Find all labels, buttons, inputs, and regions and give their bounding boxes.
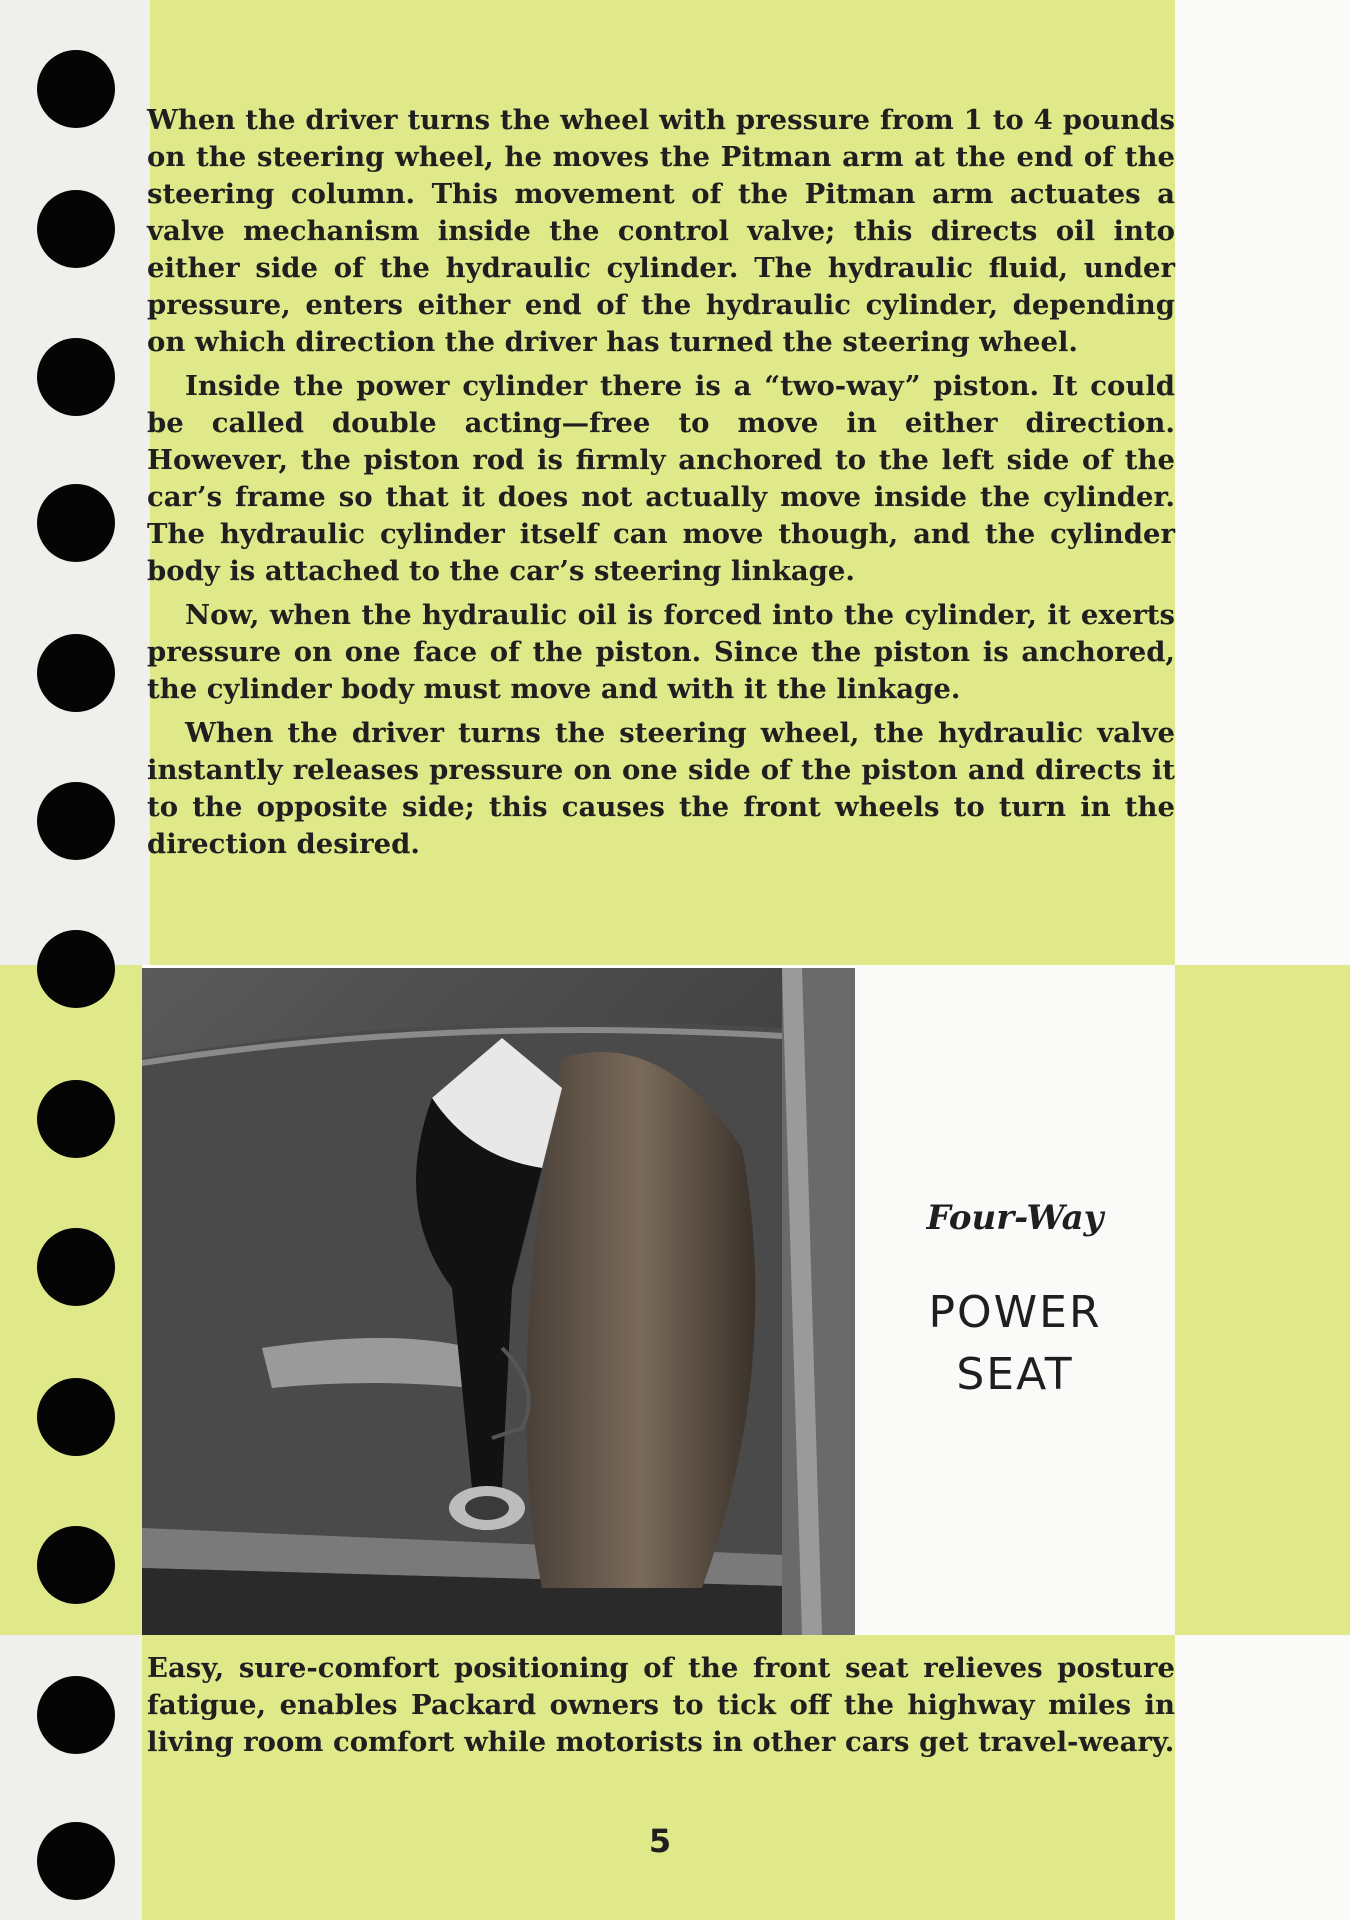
feature-subtitle: Four-Way (926, 1198, 1104, 1238)
paragraph: Inside the power cylinder there is a “two-way” piston. It could be called double acting—free to move in either direction. However, the piston rod is firmly anchored to the left side of the car’s frame so that it does not actually move inside the cylinder. The hydraulic cylinder itself can move though, and the cylinder body is attached to the car’s steering linkage. (147, 370, 1175, 587)
binder-hole (37, 1822, 115, 1900)
power-seat-photo (142, 968, 855, 1635)
page-number: 5 (648, 1822, 672, 1860)
right-margin-bottom (1175, 1635, 1350, 1920)
binder-hole (37, 782, 115, 860)
binder-hole (37, 930, 115, 1008)
feature-description (147, 1650, 1175, 1768)
binder-hole (37, 190, 115, 268)
feature-title-line: POWER (928, 1287, 1102, 1338)
binder-hole (37, 634, 115, 712)
paragraph: Easy, sure-comfort positioning of the front seat relieves posture fatigue, enables Packard owners to tick off the highway miles in living room comfort while motorists in other cars get travel-weary. (147, 1652, 1175, 1758)
paragraph: When the driver turns the steering wheel, the hydraulic valve instantly releases pressure on one side of the piston and directs it to the opposite side; this causes the front wheels to turn in the direction desired. (147, 717, 1175, 860)
feature-title (855, 1282, 1175, 1406)
green-strip-right (1175, 965, 1350, 1635)
body-text (147, 102, 1175, 870)
right-margin-top (1175, 0, 1350, 965)
binder-hole (37, 1378, 115, 1456)
feature-title-line: SEAT (956, 1349, 1074, 1400)
binder-hole (37, 50, 115, 128)
paragraph: When the driver turns the wheel with pressure from 1 to 4 pounds on the steering wheel, he moves the Pitman arm at the end of the steering column. This movement of the Pitman arm actuates a valve mechanism inside the control valve; this directs oil into either side of the hydraulic cylinder. The hydraulic fluid, under pressure, enters either end of the hydraulic cylinder, depending on which direction the driver has turned the steering wheel. (147, 104, 1175, 358)
paragraph: Now, when the hydraulic oil is forced into the cylinder, it exerts pressure on one face of the piston. Since the piston is anchored, the cylinder body must move and with it the linkage. (147, 599, 1175, 705)
binder-hole (37, 484, 115, 562)
binder-hole (37, 1228, 115, 1306)
binder-hole (37, 1676, 115, 1754)
binder-hole (37, 1080, 115, 1158)
binder-hole (37, 1526, 115, 1604)
binder-hole (37, 338, 115, 416)
